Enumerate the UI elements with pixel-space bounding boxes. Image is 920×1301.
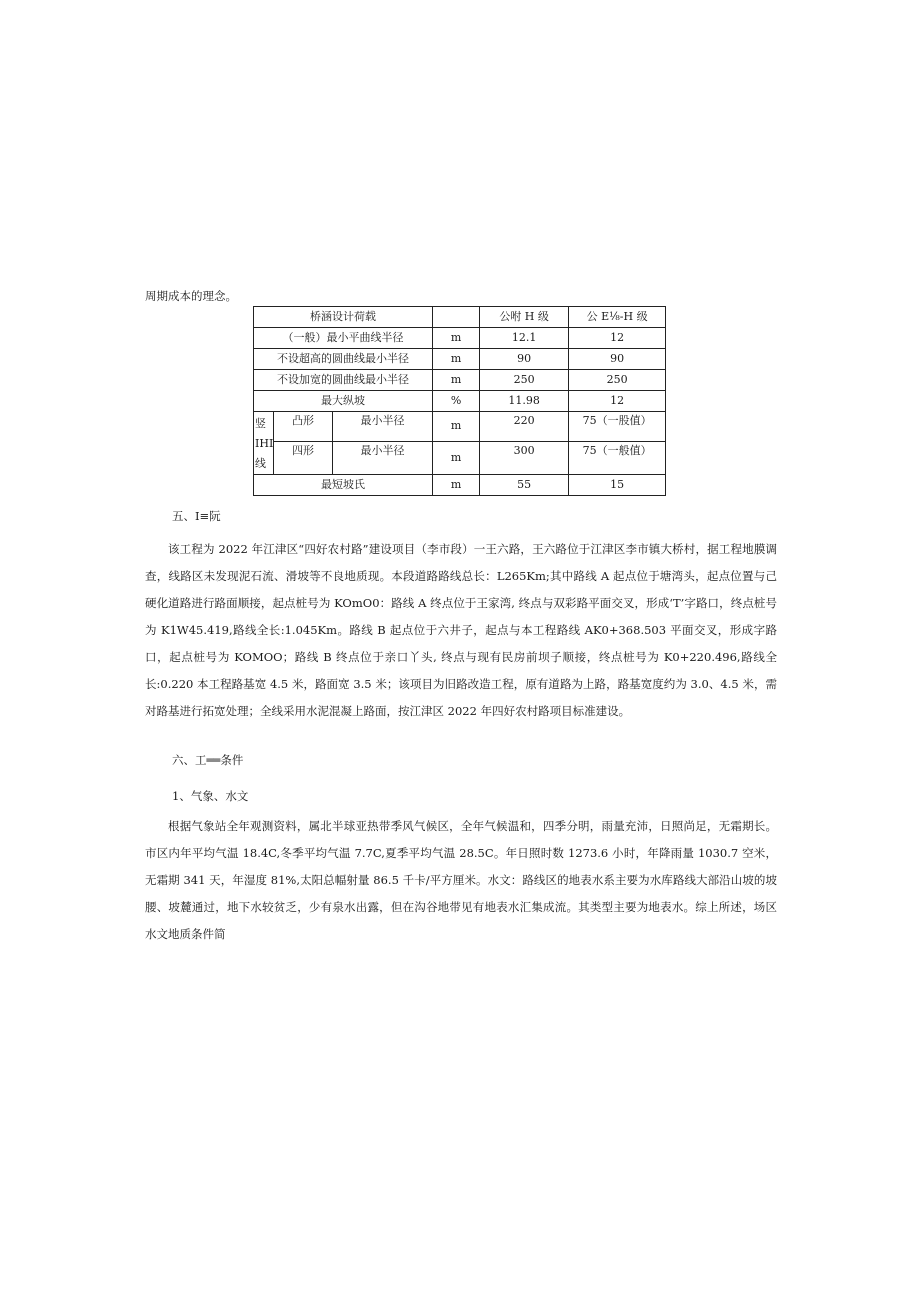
- subsection1-heading: 1、气象、水文: [172, 789, 249, 803]
- row-value-2: 75（一般值）: [569, 441, 666, 474]
- curve-shape: 四形: [274, 441, 333, 474]
- table-row: [254, 349, 666, 370]
- curve-param: 最小半径: [332, 441, 432, 474]
- table-header-row: [254, 307, 666, 328]
- row-value-1: 11.98: [480, 391, 569, 412]
- row-value-2: 15: [569, 475, 666, 496]
- table-row: [254, 412, 666, 442]
- row-unit: m: [433, 475, 480, 496]
- row-unit: %: [433, 391, 480, 412]
- table-row: [254, 391, 666, 412]
- curve-param: 最小半径: [332, 412, 432, 442]
- row-label: 不设加宽的圆曲线最小半径: [254, 370, 433, 391]
- table-header-cell: 公咐 H 级: [480, 307, 569, 328]
- subsection1-paragraph: 根据气象站全年观测资料，属北半球亚热带季风气候区，全年气候温和，四季分明，雨量充沛，日照尚足，无霜期长。市区内年平均气温 18.4C,冬季平均气温 7.7C,夏季平均气温 28.5C。年日照时数 1273.6 小时，年降雨量 1030.7 空米，无霜期 341 天，年湿度 81%,太阳总幅射量 86.5 千卡/平方厘米。水文：路线区的地表水系主要为水库路线大部沿山坡的坡腰、坡麓通过，地下水较贫乏，少有泉水出露，但在沟谷地带见有地表水汇集成流。其类型主要为地表水。综上所述，场区水文地质条件简: [145, 819, 777, 941]
- table-header-cell: 公 E⅛-H 级: [569, 307, 666, 328]
- table-row: [254, 475, 666, 496]
- vertical-curve-label: 竖 IHI 线: [254, 412, 274, 475]
- row-value-1: 90: [480, 349, 569, 370]
- row-label: 最大纵坡: [254, 391, 433, 412]
- row-value-2: 90: [569, 349, 666, 370]
- row-unit: m: [433, 412, 480, 442]
- row-unit: m: [433, 441, 480, 474]
- row-label: 最短坡氏: [254, 475, 433, 496]
- row-value-1: 12.1: [480, 328, 569, 349]
- row-value-2: 250: [569, 370, 666, 391]
- section5-heading: 五、I≡阮: [172, 509, 221, 523]
- table-row: [254, 328, 666, 349]
- table-header-cell: [433, 307, 480, 328]
- road-spec-table: [253, 306, 666, 496]
- row-value-2: 12: [569, 391, 666, 412]
- row-value-1: 300: [480, 441, 569, 474]
- table-header-cell: 桥涵设计荷载: [254, 307, 433, 328]
- intro-fragment: 周期成本的理念。: [145, 289, 237, 303]
- row-value-1: 220: [480, 412, 569, 442]
- row-value-2: 12: [569, 328, 666, 349]
- section5-paragraph: 该工程为 2022 年江津区“四好农村路”建设项目（李市段）一王六路，王六路位于江津区李市镇大桥村，据工程地膜调查，线路区未发现泥石流、滑坡等不良地质现。本段道路路线总长：L265Km;其中路线 A 起点位于塘湾头，起点位置与己硬化道路进行路面顺接，起点桩号为 KOmO0：路线 A 终点位于王家湾, 终点与双彩路平面交叉，形成‘T’字路口，终点桩号为 K1W45.419,路线全长:1.045Km。路线 B 起点位于六井子，起点与本工程路线 AK0+368.503 平面交叉，形成字路口，起点桩号为 KOMOO；路线 B 终点位于亲口丫头, 终点与现有民房前坝子顺接，终点桩号为 K0+220.496,路线全长:0.220 本工程路基宽 4.5 米，路面宽 3.5 米；该项目为旧路改造工程，原有道路为上路，路基宽度约为 3.0、4.5 米，需对路基进行拓宽处理；全线采用水泥混凝上路面，按江津区 2022 年四好农村路项目标准建设。: [145, 542, 777, 718]
- table-row: [254, 370, 666, 391]
- section6-heading: 六、工══条件: [172, 753, 244, 767]
- row-value-1: 55: [480, 475, 569, 496]
- curve-shape: 凸形: [274, 412, 333, 442]
- row-value-1: 250: [480, 370, 569, 391]
- row-label: 不设超高的圆曲线最小半径: [254, 349, 433, 370]
- table-row: [254, 441, 666, 474]
- row-unit: m: [433, 349, 480, 370]
- row-value-2: 75（一股值）: [569, 412, 666, 442]
- row-unit: m: [433, 370, 480, 391]
- row-label: （一般）最小平曲线半径: [254, 328, 433, 349]
- row-unit: m: [433, 328, 480, 349]
